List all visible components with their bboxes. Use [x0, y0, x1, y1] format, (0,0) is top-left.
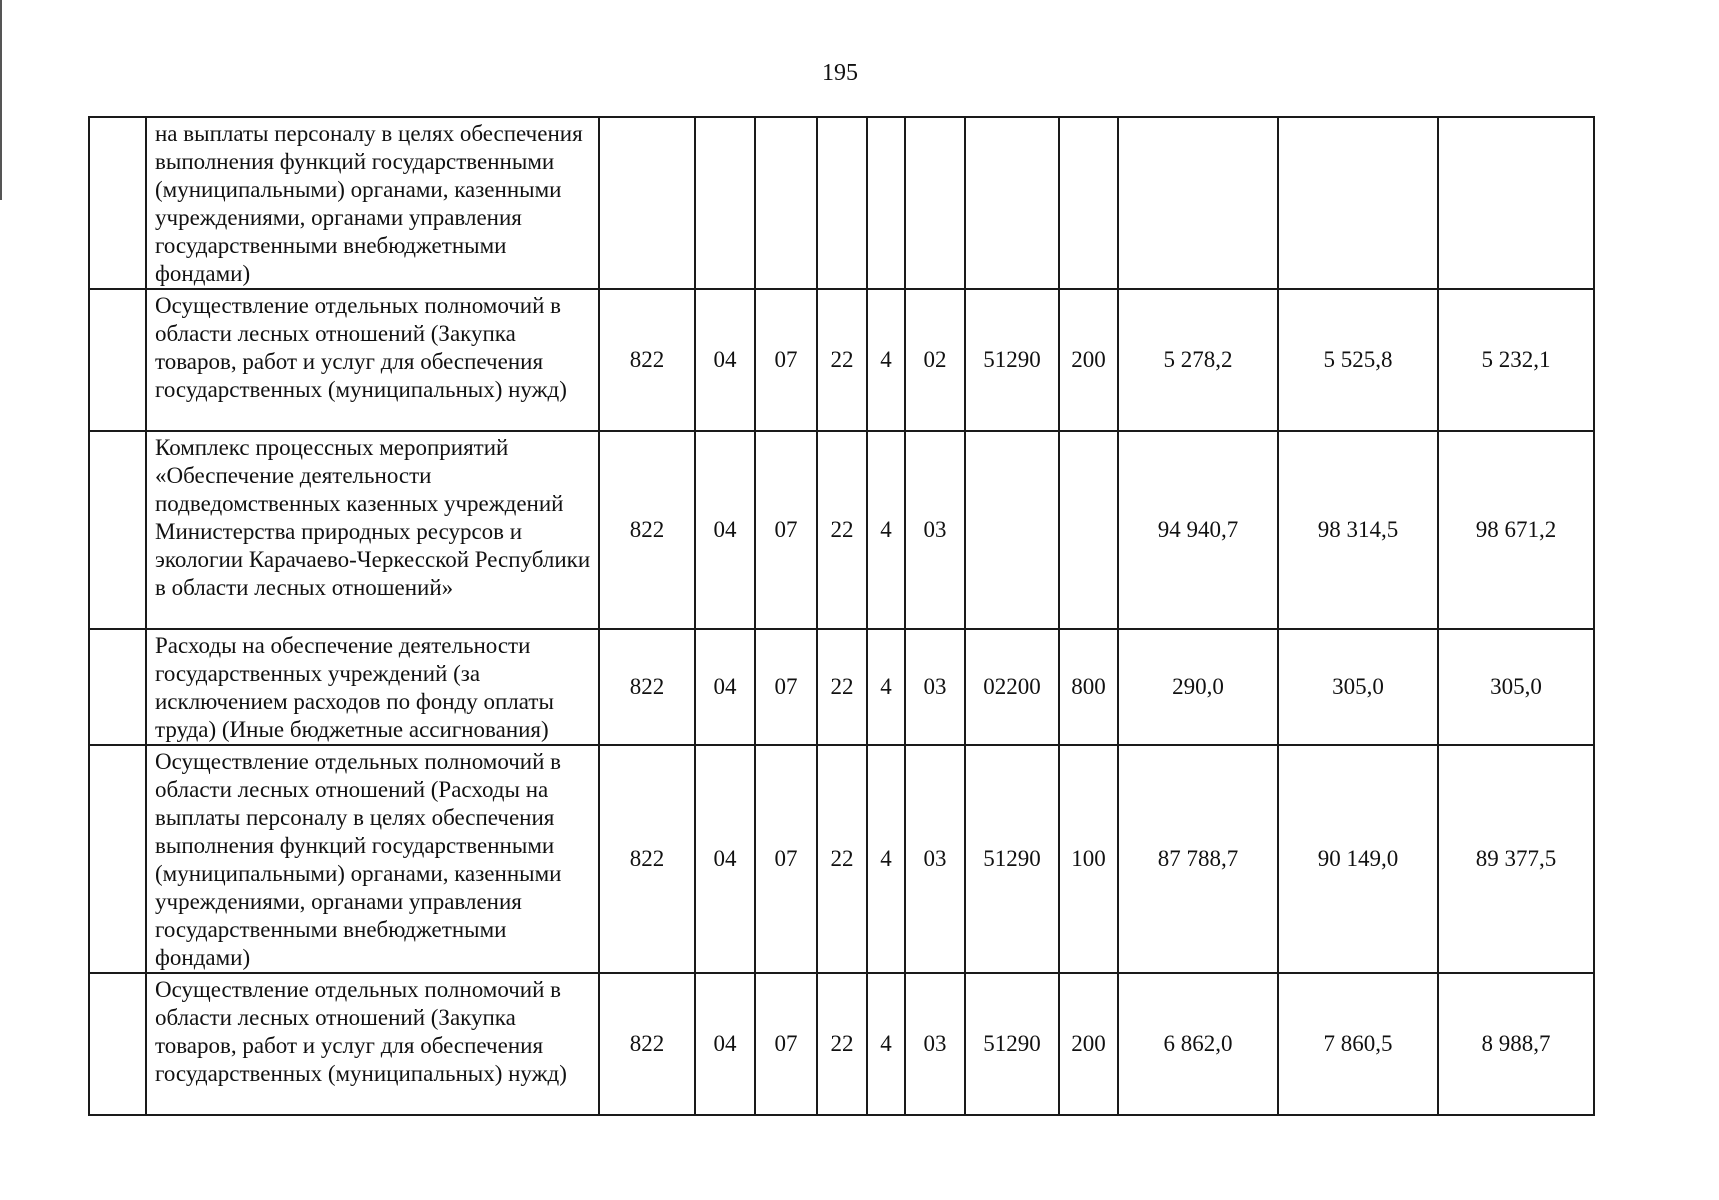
year2-amount-cell: 5 525,8	[1278, 289, 1438, 431]
direction-cell: 51290	[965, 289, 1059, 431]
year2-amount-cell: 98 314,5	[1278, 431, 1438, 629]
code-cell: 822	[599, 745, 695, 973]
year2-amount-cell: 7 860,5	[1278, 973, 1438, 1115]
group-cell: 03	[905, 629, 965, 745]
table-row	[89, 289, 1594, 431]
year1-amount-cell: 87 788,7	[1118, 745, 1278, 973]
year1-amount-cell	[1118, 117, 1278, 289]
section-cell: 04	[695, 289, 755, 431]
type-cell: 4	[867, 629, 905, 745]
year2-amount-cell: 305,0	[1278, 629, 1438, 745]
row-number-cell	[89, 289, 146, 431]
year2-amount-cell	[1278, 117, 1438, 289]
type-cell	[867, 117, 905, 289]
row-number-cell	[89, 973, 146, 1115]
group-cell	[905, 117, 965, 289]
type-cell: 4	[867, 973, 905, 1115]
year1-amount-cell: 290,0	[1118, 629, 1278, 745]
year2-amount-cell: 90 149,0	[1278, 745, 1438, 973]
group-cell: 02	[905, 289, 965, 431]
description-cell: Расходы на обеспечение деятельности государственных учреждений (за исключением расходов по фонду оплаты труда) (Иные бюджетные ассигнования)	[146, 629, 599, 745]
page-number: 195	[822, 60, 858, 86]
description-cell: Осуществление отдельных полномочий в области лесных отношений (Закупка товаров, работ и услуг для обеспечения государственных (муниципальных) нужд)	[146, 289, 599, 431]
description-cell: Осуществление отдельных полномочий в области лесных отношений (Закупка товаров, работ и услуг для обеспечения государственных (муниципальных) нужд)	[146, 973, 599, 1115]
program-cell: 22	[817, 745, 867, 973]
year3-amount-cell: 98 671,2	[1438, 431, 1594, 629]
description-cell: на выплаты персоналу в целях обеспечения выполнения функций государственными (муниципальными) органами, казенными учреждениями, органами управления государственными внебюджетными фондами)	[146, 117, 599, 289]
row-number-cell	[89, 745, 146, 973]
scan-edge-line	[0, 0, 2, 200]
section-cell: 04	[695, 629, 755, 745]
group-cell: 03	[905, 745, 965, 973]
expense-type-cell: 100	[1059, 745, 1118, 973]
expense-type-cell: 200	[1059, 289, 1118, 431]
row-number-cell	[89, 629, 146, 745]
code-cell: 822	[599, 431, 695, 629]
year1-amount-cell: 5 278,2	[1118, 289, 1278, 431]
expense-type-cell: 800	[1059, 629, 1118, 745]
year3-amount-cell: 305,0	[1438, 629, 1594, 745]
subsection-cell: 07	[755, 289, 817, 431]
code-cell	[599, 117, 695, 289]
program-cell: 22	[817, 431, 867, 629]
program-cell: 22	[817, 973, 867, 1115]
type-cell: 4	[867, 431, 905, 629]
direction-cell: 02200	[965, 629, 1059, 745]
subsection-cell	[755, 117, 817, 289]
table-row	[89, 629, 1594, 745]
direction-cell: 51290	[965, 745, 1059, 973]
program-cell	[817, 117, 867, 289]
group-cell: 03	[905, 431, 965, 629]
year3-amount-cell: 8 988,7	[1438, 973, 1594, 1115]
year3-amount-cell	[1438, 117, 1594, 289]
subsection-cell: 07	[755, 973, 817, 1115]
direction-cell	[965, 431, 1059, 629]
type-cell: 4	[867, 289, 905, 431]
group-cell: 03	[905, 973, 965, 1115]
direction-cell: 51290	[965, 973, 1059, 1115]
table-row	[89, 745, 1594, 973]
year1-amount-cell: 94 940,7	[1118, 431, 1278, 629]
program-cell: 22	[817, 629, 867, 745]
subsection-cell: 07	[755, 629, 817, 745]
code-cell: 822	[599, 629, 695, 745]
section-cell: 04	[695, 973, 755, 1115]
type-cell: 4	[867, 745, 905, 973]
direction-cell	[965, 117, 1059, 289]
code-cell: 822	[599, 973, 695, 1115]
subsection-cell: 07	[755, 431, 817, 629]
section-cell: 04	[695, 745, 755, 973]
program-cell: 22	[817, 289, 867, 431]
code-cell: 822	[599, 289, 695, 431]
year1-amount-cell: 6 862,0	[1118, 973, 1278, 1115]
row-number-cell	[89, 431, 146, 629]
expense-type-cell	[1059, 431, 1118, 629]
row-number-cell	[89, 117, 146, 289]
year3-amount-cell: 89 377,5	[1438, 745, 1594, 973]
budget-table	[88, 116, 1595, 1116]
expense-type-cell	[1059, 117, 1118, 289]
section-cell	[695, 117, 755, 289]
description-cell: Осуществление отдельных полномочий в области лесных отношений (Расходы на выплаты персоналу в целях обеспечения выполнения функций государственными (муниципальными) органами, казенными учреждениями, органами управления государственными внебюджетными фондами)	[146, 745, 599, 973]
table-row	[89, 431, 1594, 629]
description-cell: Комплекс процессных мероприятий «Обеспечение деятельности подведомственных казенных учреждений Министерства природных ресурсов и экологии Карачаево-Черкесской Республики в области лесных отношений»	[146, 431, 599, 629]
subsection-cell: 07	[755, 745, 817, 973]
table-row	[89, 973, 1594, 1115]
section-cell: 04	[695, 431, 755, 629]
year3-amount-cell: 5 232,1	[1438, 289, 1594, 431]
expense-type-cell: 200	[1059, 973, 1118, 1115]
table-row	[89, 117, 1594, 289]
